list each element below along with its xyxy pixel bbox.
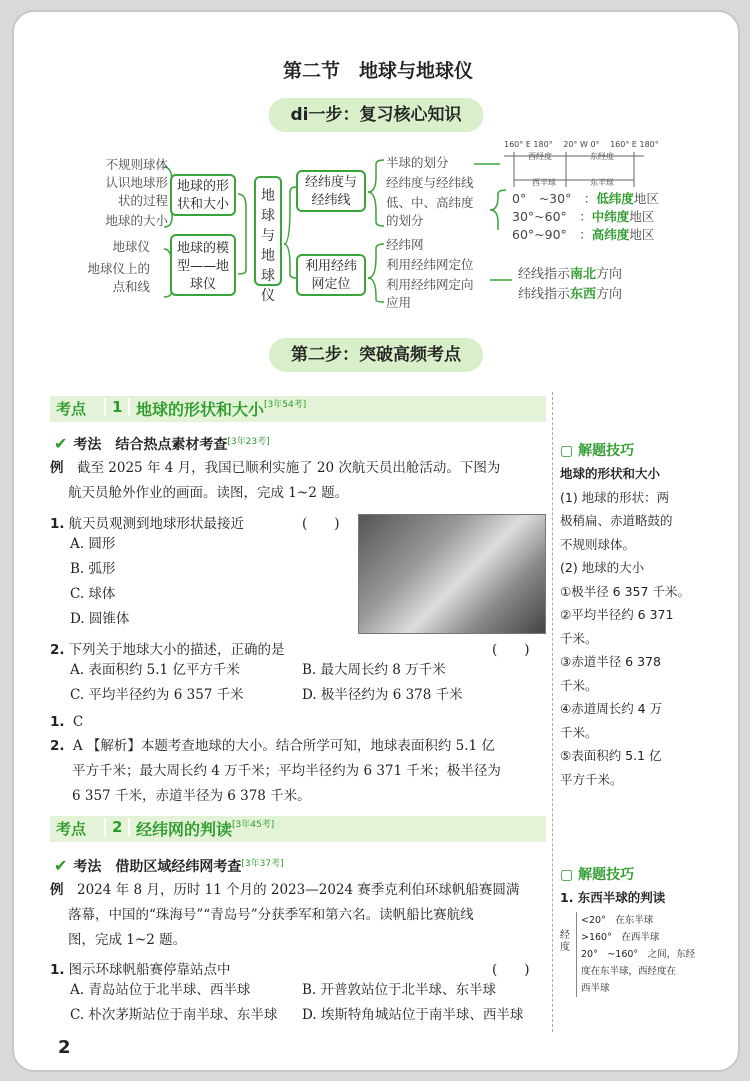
hemi-west-degree: 西经度 [528,152,552,161]
kp1-num: 1 [104,398,130,416]
box-model: 地球的模型——地球仪 [170,234,236,296]
mm-left-3: 状的过程 [117,193,168,208]
book-icon: ▢ [560,443,574,459]
q2: 2. 下列关于地球大小的描述，正确的是 [50,642,285,658]
q1: 1. 航天员观测到地球形状最接近 [50,516,245,532]
tip1-body: 地球的形状和大小 (1) 地球的形状：两 极稍扁、赤道略鼓的 不规则球体。 (2) 地球的大小 ①极半径 6 357 千米。 ②平均半径约 6 371 千米。 ③赤道半径 6 378 千米。 ④赤道周长约 4 万 千米。 ⑤表面积约 5.1 亿 平方千米。 [560,466,690,787]
hemi-west: 西半球 [532,178,556,187]
mm-right-7: 利用经纬网定向 [386,277,474,292]
lat-row-mid: 30°~60° ：中纬度地区 [512,209,655,224]
q2-options-right: B. 最大周长约 8 万千米 D. 极半径约为 6 378 千米 [302,662,463,703]
sidebar-divider [552,392,553,1032]
page-title: 第二节 地球与地球仪 [282,60,473,82]
example1: 例 截至 2025 年 4 月，我国已顺利实施了 20 次航天员出舱活动。下图为 航天员舱外作业的画面。读图，完成 1~2 题。 [50,460,501,501]
ans2: 2. A 【解析】本题考查地球的大小。结合所学可知，地球表面积约 5.1 亿 平方千米；最大周长约 4 万千米；平均半径约为 6 371 千米；极半径为 6 357 千米，赤道半径为 6 378 千米。 [50,738,501,804]
hemi-east-degree: 东经度 [590,152,614,161]
q3: 1. 图示环球帆船赛停靠站点中 [50,962,231,978]
tip2-side: 经度 [560,930,570,953]
mm-left-5: 地球仪 [112,239,150,254]
mm-right-3: 低、中、高纬度 [386,195,474,210]
mm-left-4: 地球的大小 [105,213,168,228]
mm-right-6: 利用经纬网定位 [386,257,474,272]
astronaut-photo [358,514,546,634]
method1: ✔ 考法 结合热点素材考查[3年23考] [54,434,270,453]
method2: ✔ 考法 借助区域经纬网考查[3年37考] [54,856,284,875]
lat-row-high: 60°~90° ：高纬度地区 [512,227,655,242]
check-icon: ✔ [54,856,68,875]
q2-paren: ( ) [492,642,530,658]
tip1-head: ▢ 解题技巧 [560,443,635,459]
example2: 例 2024 年 8 月，历时 11 个月的 2023—2024 赛季克利伯环球帆船赛圆满 落幕，中国的“珠海号”“青岛号”分获季军和第六名。读帆船比赛航线 图，完成 1~2 题。 [50,882,520,948]
mm-right-4: 的划分 [386,213,424,228]
mm-left-6: 地球仪上的 [87,261,150,276]
mm-left-2: 认识地球形 [105,175,168,190]
kp2-num: 2 [104,818,130,836]
step2-banner: 第二步：突破高频考点 [269,338,483,372]
step1-banner: di一步：复习核心知识 [269,98,484,132]
kp1-title: 地球的形状和大小[3年54考] [136,400,307,419]
kp2-tag: 考点 [56,820,87,838]
q2-options-left: A. 表面积约 5.1 亿平方千米 C. 平均半径约为 6 357 千米 [70,662,244,703]
ans1: 1. C [50,714,84,730]
box-center: 地球与地球仪 [254,176,282,286]
tip2-body: <20° 在东半球 >160° 在西半球 20° ~160° 之间，东经 度在东半球，西经度在 西半球 [576,912,706,997]
mm-right-8: 应用 [386,295,412,310]
tip2-head: ▢ 解题技巧 [560,867,635,883]
kp1-bar [50,396,546,422]
mm-left-7: 点和线 [112,279,150,294]
q3-options-right: B. 开普敦站位于北半球、东半球 D. 埃斯特角城站位于南半球、西半球 [302,982,524,1023]
mm-right-5: 经纬网 [386,237,424,252]
q1-paren: ( ) [302,516,340,532]
mm-left-1: 不规则球体 [105,157,168,172]
hemi-east: 东半球 [590,178,614,187]
mm-right-1: 半球的划分 [386,155,449,170]
box-use: 利用经纬网定位 [296,254,366,296]
page [12,10,740,1072]
hemi-top-labels: 160° E 180° 20° W 0° 160° E 180° [504,140,659,149]
kp1-tag: 考点 [56,400,87,418]
dir-meridian: 经线指示南北方向 [518,267,623,282]
q1-options: A. 圆形 B. 弧形 C. 球体 D. 圆锥体 [70,536,130,627]
q3-options-left: A. 青岛站位于北半球、西半球 C. 朴次茅斯站位于南半球、东半球 [70,982,278,1023]
dir-parallel: 纬线指示东西方向 [518,287,623,302]
box-shape: 地球的形状和大小 [170,174,236,216]
book-icon: ▢ [560,867,574,883]
kp2-bar [50,816,546,842]
mm-right-2: 经纬度与经纬线 [386,175,474,190]
tip2-title: 1. 东西半球的判读 [560,890,666,905]
lat-row-low: 0° ~30° ：低纬度地区 [512,191,659,206]
q3-paren: ( ) [492,962,530,978]
page-number: 2 [58,1037,71,1058]
check-icon: ✔ [54,434,68,453]
kp2-title: 经纬网的判读[3年45考] [136,820,275,839]
box-lonlat: 经纬度与经纬线 [296,170,366,212]
